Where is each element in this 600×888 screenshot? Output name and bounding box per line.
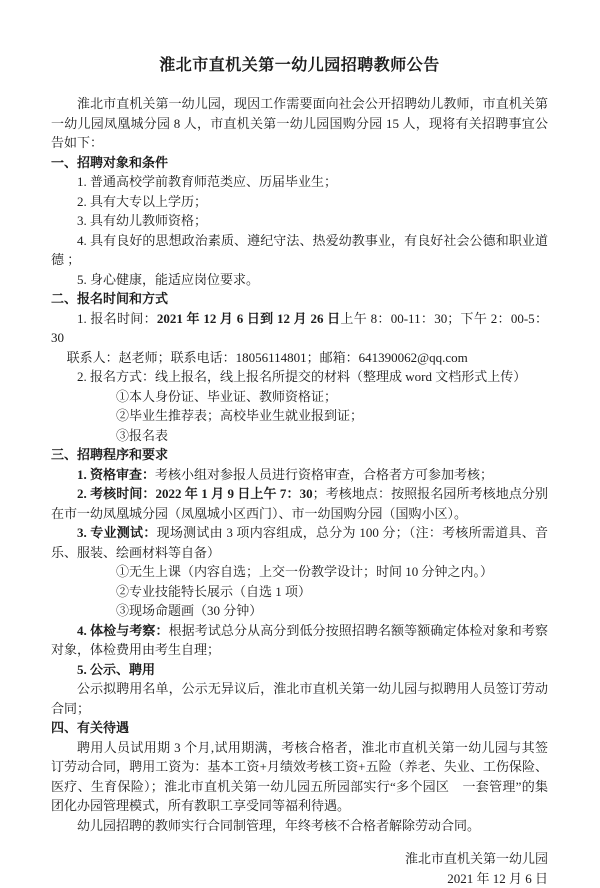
section3-item-exam-time xyxy=(51,484,548,523)
section1-heading: 一、招聘对象和条件 xyxy=(51,153,548,173)
physical-exam-label: 4. 体检与考察： xyxy=(77,623,169,638)
section2-subitem-2: ②毕业生推荐表；高校毕业生就业报到证； xyxy=(51,406,548,426)
section2-subitem-1: ①本人身份证、毕业证、教师资格证； xyxy=(51,387,548,407)
section4-paragraph-1: 聘用人员试用期 3 个月,试用期满，考核合格者，淮北市直机关第一幼儿园与其签订劳动合同，聘用工资为：基本工资+月绩效考核工资+五险（养老、失业、工伤保险、医疗、生育保险）；淮北市直机关第一幼儿园五所园部实行“多个园区 一套管理”的集团化办园管理模式，所有教职工享受同等福利待遇。 xyxy=(51,738,548,816)
section1-item-2: 2. 具有大专以上学历； xyxy=(51,192,548,212)
signature-org: 淮北市直机关第一幼儿园 xyxy=(51,849,548,869)
section1-item-4: 4. 具有良好的思想政治素质、遵纪守法、热爱幼教事业，有良好社会公德和职业道德 ； xyxy=(51,231,548,270)
signature-block xyxy=(51,849,548,888)
section1-item-1: 1. 普通高校学前教育师范类应、历届毕业生； xyxy=(51,172,548,192)
publicity-label: 5. 公示、聘用 xyxy=(77,662,155,677)
section1-item-5: 5. 身心健康，能适应岗位要求。 xyxy=(51,270,548,290)
section3-item-qualification xyxy=(51,465,548,485)
section4-heading: 四、有关待遇 xyxy=(51,718,548,738)
section3-item-physical-exam xyxy=(51,621,548,660)
professional-test-text: 现场测试由 3 项内容组成，总分为 100 分；（注：考核所需道具、音乐、服装、绘画材料等自备） xyxy=(51,525,548,560)
intro-paragraph: 淮北市直机关第一幼儿园，现因工作需要面向社会公开招聘幼儿教师，市直机关第一幼儿园凤凰城分园 8 人，市直机关第一幼儿园国购分园 15 人，现将有关招聘事宜公告如下： xyxy=(51,94,548,153)
signup-time-hours: 上午 8：00-11：30；下午 2：00-5：30 xyxy=(51,311,548,346)
section3-subitem-2: ②专业技能特长展示（自选 1 项） xyxy=(51,582,548,602)
section3-item-publicity xyxy=(51,660,548,680)
document-title: 淮北市直机关第一幼儿园招聘教师公告 xyxy=(51,54,548,78)
signup-time-label: 1. 报名时间： xyxy=(77,311,157,326)
physical-exam-text: 根据考试总分从高分到低分按照招聘名额等额确定体检对象和考察对象，体检费用由考生自理； xyxy=(51,623,548,658)
section2-heading: 二、报名时间和方式 xyxy=(51,289,548,309)
section2-item-signup-time xyxy=(51,309,548,348)
exam-time-label: 2. 考核时间：2022 年 1 月 9 日上午 7：30 xyxy=(77,486,313,501)
section3-heading: 三、招聘程序和要求 xyxy=(51,445,548,465)
professional-test-label: 3. 专业测试： xyxy=(77,525,157,540)
publicity-paragraph: 公示拟聘用名单，公示无异议后，淮北市直机关第一幼儿园与拟聘用人员签订劳动合同； xyxy=(51,679,548,718)
section2-subitem-3: ③报名表 xyxy=(51,426,548,446)
section3-item-professional-test xyxy=(51,523,548,562)
section2-item-signup-method: 2. 报名方式：线上报名，线上报名所提交的材料（整理成 word 文档形式上传） xyxy=(51,367,548,387)
section1-item-3: 3. 具有幼儿教师资格； xyxy=(51,211,548,231)
qualification-text: 考核小组对参报人员进行资格审查，合格者方可参加考核； xyxy=(155,467,493,482)
section4-paragraph-2: 幼儿园招聘的教师实行合同制管理，年终考核不合格者解除劳动合同。 xyxy=(51,816,548,836)
section3-subitem-1: ①无生上课（内容自选；上交一份教学设计；时间 10 分钟之内。） xyxy=(51,562,548,582)
qualification-label: 1. 资格审查： xyxy=(77,467,155,482)
signup-time-dates: 2021 年 12 月 6 日到 12 月 26 日 xyxy=(157,311,340,326)
contact-line: 联系人：赵老师；联系电话：18056114801；邮箱：641390062@qq.com xyxy=(51,348,548,368)
exam-time-text: ；考核地点：按照报名园所考核地点分别在市一幼凤凰城分园（凤凰城小区西门）、市一幼国购分园（国购小区）。 xyxy=(51,486,548,521)
signature-date: 2021 年 12 月 6 日 xyxy=(51,869,548,888)
section3-subitem-3: ③现场命题画（30 分钟） xyxy=(51,601,548,621)
